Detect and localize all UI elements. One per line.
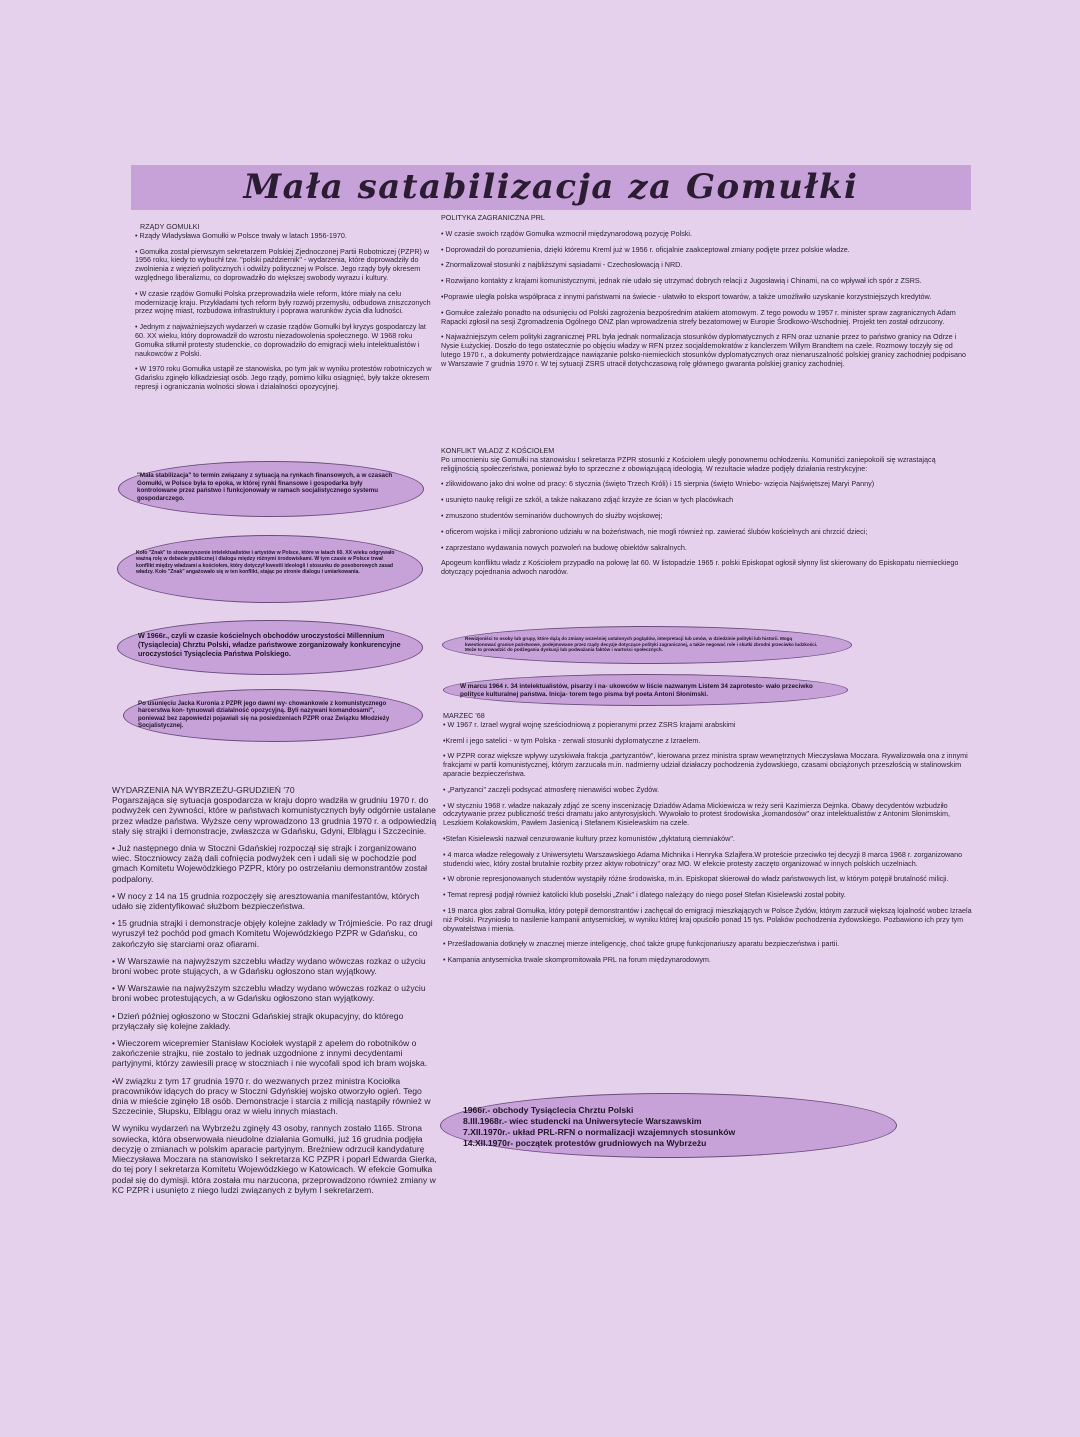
rzady-paragraph: • W 1970 roku Gomułka ustąpił ze stanowiska, po tym jak w wyniku protestów robotniczych w Gdańsku zginęło kilkadziesiąt osób. Jego rządy, pomimo kilku osiągnięć, były także okresem represji i ograniczania wolności słowa i działalności opozycyjnej. [135, 364, 432, 391]
konflikt-item: • usunięto naukę religii ze szkół, a także nakazano zdjąć krzyże ze ścian w tych placówkach [441, 495, 734, 505]
key-dates-note [440, 1093, 897, 1158]
wybrzeze-paragraph: • 15 grudnia strajki i demonstracje objęły kolejne zakłady w Trójmieście. Po raz drugi wyruszył też pochód pod gmach Komitetu Wojewódzkiego PZPR w Gdańsku, co zakończyło się starciami oraz ofiarami. [112, 918, 433, 949]
date-item: 7.XII.1970r.- układ PRL-RFN o normalizacji wzajemnych stosunków [463, 1127, 736, 1137]
polityka-paragraph: • W czasie swoich rządów Gomułka wzmocnił międzynarodową pozycję Polski. [441, 228, 692, 238]
komandosi-note [123, 689, 423, 742]
polityka-zagraniczna-section [441, 214, 971, 376]
note-text: Po usunięciu Jacka Kuronia z PZPR jego dawni wy- chowankowie z komunistycznego harcerstwa kon- tynuowali działalność opozycyjną. Byli nazywani komandosami", ponieważ bez zapowiedzi pojawiali się na posiedzeniach PZPR oraz Związku Młodzieży Socjalistycznej. [138, 700, 390, 730]
marzec-item: • W PZPR coraz większe wpływy uzyskiwała frakcja „partyzantów", kierowana przez ministra spraw wewnętrznych Mieczysława Moczara. Rywalizowała ona z innymi frakcjami w partii komunistycznej, którym zarzucała m.in. nadmierny udział działaczy pochodzenia żydowskiego, czasami obciążonych przeszłością w stalinowskim aparacie bezpieczeństwa. [443, 751, 968, 778]
rzady-gomulki-section [135, 223, 435, 399]
marzec-item: • 19 marca głos zabrał Gomułka, który potępił demonstrantów i zachęcał do emigracji mieszkających w Polsce Żydów, którym zarzucił większą lojalność wobec Izraela niż Polski. Przyniosło to nasilenie kampanii antysemickiej, w wyniku której kraj opuściło ponad 15 tys. Polaków pochodzenia żydowskiego. Pozbawiono ich przy tym obywatelstwa i mienia. [443, 905, 972, 933]
marzec-item: • „Partyzanci" zaczęli podsycać atmosferę nienawiści wobec Żydów. [443, 784, 659, 794]
marzec-heading: MARZEC '68 [443, 711, 485, 720]
date-item: 14.XII.1970r- początek protestów grudniowych na Wybrzeżu [463, 1138, 707, 1148]
konflikt-heading: KONFLIKT WŁADZ Z KOŚCIOŁEM [441, 446, 555, 455]
polityka-paragraph: • Gomułce zależało ponadto na odsunięciu od Polski zagrożenia bezpośrednim atakiem atomowym. Z tego powodu w 1957 r. minister spraw zagranicznych Adam Rapacki zgłosił na sesji Zgromadzenia Ogólnego ONZ plan wprowadzenia strefy bezatomowej w Europie Środkowo-Wschodniej. Projekt ten został odrzucony. [441, 307, 956, 326]
wybrzeze-paragraph: Pogarszająca się sytuacja gospodarcza w kraju dopro wadziła w grudniu 1970 r. do podwyżek cen żywności, które w państwach komunistycznych były odgórnie ustalane przez władze państwa. Wyższe ceny wprowadzono 13 grudnia 1970 r. a odpowiedzią stały się strajki i demonstracje, zwłaszcza w Gdańsku, Gdyni, Elblągu i Szczecinie. [112, 795, 437, 836]
rzady-paragraph: • Gomułka został pierwszym sekretarzem Polskiej Zjednoczonej Partii Robotniczej (PZPR) w 1956 roku, kiedy to wybuchł tzw. "polski październik" - wydarzenia, które doprowadziły do zwolnienia z więzień politycznych i odwilży politycznej w Polsce. Jego rządy były okresem względnego liberalizmu, co doprowadziło do większej swobody wyrazu i kultury. [135, 246, 430, 282]
konflikt-item: • oficerom wojska i milicji zabroniono udziału w na bożeństwach, nie mogli również np. zawierać ślubów kościelnych ani chrzcić dzieci; [441, 526, 868, 536]
note-text: W 1966r., czyli w czasie kościelnych obchodów uroczystości Millennium (Tysiąclecia) Chrztu Polski, władze państwowe zorganizowały konkurencyjne uroczystości Tysiąclecia Państwa Polskiego. [138, 631, 401, 658]
date-item: 8.III.1968r.- wiec studencki na Uniwersytecie Warszawskim [463, 1116, 702, 1126]
marzec-item: • Temat represji podjął również katolicki klub poselski „Znak" i dlatego należący do niego poseł Stefan Kisielewski został pobity. [443, 890, 846, 900]
konflikt-item: • zlikwidowano jako dni wolne od pracy: 6 stycznia (święto Trzech Króli) i 15 sierpnia (święto Wniebo- wzięcia Najświętszej Maryi Panny) [441, 479, 875, 489]
date-item: 1966r.- obchody Tysiąclecia Chrztu Polski [463, 1105, 634, 1115]
page-title: Mała satabilizacja za Gomułki [131, 165, 971, 210]
wybrzeze-paragraph: • Dzień później ogłoszono w Stoczni Gdańskiej strajk okupacyjny, do którego przyłączały się kolejne zakłady. [112, 1010, 404, 1031]
rzady-paragraph: • W czasie rządów Gomułki Polska przeprowadziła wiele reform, które miały na celu modernizację kraju. Przykładami tych reform były rozwój przemysłu, odbudowa zniszczonych przez wojnę miast, rozbudowa infrastruktury i poprawa warunków życia dla ludności. [135, 288, 431, 316]
wybrzeze-paragraph: • W nocy z 14 na 15 grudnia rozpoczęły się aresztowania manifestantów, których udało się zidentyfikować służbom bezpieczeństwa. [112, 890, 420, 912]
konflikt-item: • zmuszono studentów seminariów duchownych do służby wojskowej; [441, 510, 663, 520]
note-text: W marcu 1964 r. 34 intelektualistów, pisarzy i na- ukowców w liście nazwanym Listem 34 zaprotesto- wało przeciwko polityce kulturalnej państwa. Inicja- torem tego pisma był poeta Antoni Słonimski. [460, 683, 813, 698]
note-text: "Mała stabilizacja" to termin związany z sytuacją na rynkach finansowych, a w czasach Gomułki, w Polsce była to epoka, w której rynki finansowe i gospodarka były kontrolowane przez państwo i funkcjonowały w ramach socjalistycznego systemu gospodarczego. [137, 472, 393, 502]
wybrzeze-paragraph: • W Warszawie na najwyższym szczeblu władzy wydano wówczas rozkaz o użyciu broni wobec protestujących, a w Gdańsku ogłoszono stan wyjątkowy. [112, 983, 426, 1004]
rzady-paragraph: • Rządy Władysława Gomułki w Polsce trwały w latach 1956-1970. [135, 230, 347, 240]
list-34-note [443, 674, 848, 706]
polityka-paragraph: • Doprowadził do porozumienia, dzięki któremu Kreml już w 1956 r. oficjalnie zaakceptował zmiany podjęte przez polskie władze. [441, 244, 850, 254]
konflikt-item: • zaprzestano wydawania nowych pozwoleń na budowę obiektów sakralnych. [441, 542, 687, 552]
marzec-item: • Kampania antysemicka trwale skompromitowała PRL na forum międzynarodowym. [443, 955, 711, 965]
konflikt-intro: Po umocnieniu się Gomułki na stanowisku I sekretarza PZPR stosunki z Kościołem uległy ponownemu ochłodzeniu. Komuniści zaniepokoili się wzrastającą religijnością społeczeństwa, ponieważ było to sprzeczne z obowiązującą ideologią. W rezultacie władze podjęły działania restrykcyjne: [441, 454, 936, 473]
wybrzeze-paragraph: • Wieczorem wicepremier Stanisław Kociołek wystąpił z apelem do robotników o zakończenie strajku, nie zostało to jednak uzgodnione z innymi decydentami partyjnymi, którzy zawiesili pracę w stoczniach i nie wycofali spod ich bram wojska. [112, 1038, 428, 1069]
marzec-item: • W 1967 r. Izrael wygrał wojnę sześciodniową z popieranymi przez ZSRS krajami arabskimi [443, 719, 736, 729]
konflikt-section [441, 447, 961, 584]
wybrzeze-paragraph: •W związku z tym 17 grudnia 1970 r. do wezwanych przez ministra Kociołka pracowników idących do pracy w Stoczni Gdyńskiej wojsko otworzyło ogień. Tego dnia w mieście zginęło 18 osób. Demonstracje i starcia z milicją nastąpiły również w Szczecinie, Słupsku, Elblągu oraz w wielu innych miastach. [112, 1075, 431, 1117]
marzec-item: • 4 marca władze relegowały z Uniwersytetu Warszawskiego Adama Michnika i Henryka Szlajfera.W proteście przeciwko tej decyzji 8 marca 1968 r. zorganizowano studencki wiec, który został brutalnie rozbity przez aktyw robotniczy" oraz MO. W efekcie protesty zaczęto organizować w innych polskich uczelniach. [443, 849, 963, 868]
wybrzeze-paragraph: • Już następnego dnia w Stoczni Gdańskiej rozpoczął się strajk i zorganizowano wiec. Stoczniowcy zażą dali cofnięcia podwyżek cen i udali się w pochodzie pod gmach Komitetu Wojewódzkiego PZPR, który po ostrzelaniu demonstrantów został podpalony. [112, 843, 428, 884]
rewizjonisci-note [442, 626, 852, 664]
note-text: Koło "Znak" to stowarzyszenie intelektualistów i artystów w Polsce, które w latach 60. XX wieku odgrywało ważną rolę w debacie publicznej i dialogu między różnymi środowiskami. W tym czasie w Polsce trwał konflikt między władzami a kościołem, który dotyczył kwestii ideologii i stosunku do posoborowych zasad władzy. Koło "Znak" angażowało się w ten konflikt, stając po stronie dialogu i umiarkowania. [136, 550, 395, 575]
marzec-item: • Prześladowania dotknęły w znacznej mierze inteligencję, choć także grupę funkcjonariuszy aparatu bezpieczeństwa i partii. [443, 939, 840, 949]
kolo-znak-note [117, 535, 423, 603]
polityka-paragraph: • Rozwijano kontakty z krajami komunistycznymi, jednak nie udało się utrzymać dobrych relacji z Jugosławią i Chinami, na co wpływał ich spór z ZSRS. [441, 276, 922, 286]
marzec-item: •Stefan Kisielewski nazwał cenzurowanie kultury przez komunistów „dyktaturą ciemniaków". [443, 833, 735, 843]
rzady-paragraph: • Jednym z najważniejszych wydarzeń w czasie rządów Gomułki był kryzys gospodarczy lat 60. XX wieku, który doprowadził do wzrostu niezadowolenia społecznego. W 1968 roku Gomułka stłumił protesty studenckie, co doprowadziło do emigracji wielu intelektualistów i naukowców z Polski. [135, 322, 426, 358]
millenium-note [117, 620, 423, 675]
polityka-paragraph: • Najważniejszym celem polityki zagranicznej PRL była jednak normalizacja stosunków dyplomatycznych z RFN oraz uznanie przez to państwo granicy na Odrze i Nysie Łużyckiej. Doszło do tego ostatecznie po objęciu władzy w RFN przez socjaldemokratów z kanclerzem Willym Brandtem na czele. Rozmowy toczyły się od lutego 1970 r., a dokumenty potwierdzające nawiązanie polsko-niemieckich stosunków dyplomatycznych oraz nienaruszalność polskiej granicy zachodniej podpisano w Warszawie 7 grudnia 1970 r. W tej sytuacji ZSRS utracił dotychczasową rolę głównego gwaranta polskiej granicy zachodniej. [441, 332, 966, 368]
marzec-item: • W obronie represjonowanych studentów wystąpiły różne środowiska, m.in. Episkopat skierował do władz państwowych list, w którym potępił brutalność milicji. [443, 874, 949, 884]
wybrzeze-paragraph: • W Warszawie na najwyższym szczeblu władzy wydano wówczas rozkaz o użyciu broni wobec prote stujących, a w Gdańsku ogłoszono stan wyjątkowy. [112, 955, 426, 977]
note-text: Rewizjoniści to osoby lub grupy, które dążą do zmiany wcześniej ustalonych poglądów, interpretacji lub umów, w dziedzinie polityki lub historii. Mogą kwestionować granice państwowe, podejmowane przez rządy decyzje dotyczące polityki zagranicznej, a także negować role i skutki zbrodni przeciwko ludzkości. Może to prowadzić do podżegania dyskusji lub podważania faktów i wartości społecznych. [465, 636, 818, 653]
wybrzeze-paragraph: W wyniku wydarzeń na Wybrzeżu zginęły 43 osoby, rannych zostało 1165. Strona sowiecka, która obserwowała nieudolne działania Gomułki, już 16 grudnia podjęła decyzję o zmianach w polskim aparacie partyjnym. Breżniew odrzucił kandydaturę Mieczysława Moczara na stanowisko I sekretarza KC PZPR i poparł Edwarda Gierka, do tej pory I sekretarza Komitetu Wojewódzkiego w Katowicach. W efekcie Gomułka podał się do dymisji. która została mu narzucona, przeprowadzono również zmiany w KC PZPR i usunięto z niego ludzi związanych z byłym I sekretarzem. [112, 1123, 437, 1195]
marzec-item: •Kreml i jego satelici - w tym Polska - zerwali stosunki dyplomatyczne z Izraelem. [443, 735, 701, 745]
polityka-paragraph: •Poprawie uległa polska współpraca z innymi państwami na świecie - ułatwiło to eksport towarów, a także umożliwiło uzyskanie korzystniejszych kredytów. [441, 291, 932, 301]
wybrzeze-heading: WYDARZENIA NA WYBRZEŻU-GRUDZIEŃ '70 [112, 785, 295, 795]
polityka-heading: POLITYKA ZAGRANICZNA PRL [441, 213, 545, 222]
konflikt-outro: Apogeum konfliktu władz z Kościołem przypadło na połowę lat 60. W listopadzie 1965 r. polski Episkopat ogłosił słynny list skierowany do Episkopatu niemieckiego dotyczący pojednania adwoch narodów. [441, 558, 959, 577]
marzec-item: • W styczniu 1968 r. władze nakazały zdjąć ze sceny inscenizację Dziadów Adama Mickiewicza w reży serii Kazimierza Dejmka. Obawy decydentów wzbudziło odczytywanie przez publiczność treści dramatu jako antyrosyjskich. Wywołało to protest środowiska „komandosów" oraz intelektualistów z Antonim Słonimskim, Leszkiem Kołakowskim, Pawłem Jasienicą i Stefanem Kisielewskim na czele. [443, 800, 951, 828]
wybrzeze-section [112, 785, 437, 1202]
marzec-68-section [443, 712, 973, 972]
rzady-heading: RZĄDY GOMUŁKI [140, 222, 200, 231]
mala-stabilizacja-note [118, 461, 424, 517]
polityka-paragraph: • Znormalizował stosunki z najbliższymi sąsiadami - Czechosłowacją i NRD. [441, 260, 683, 270]
